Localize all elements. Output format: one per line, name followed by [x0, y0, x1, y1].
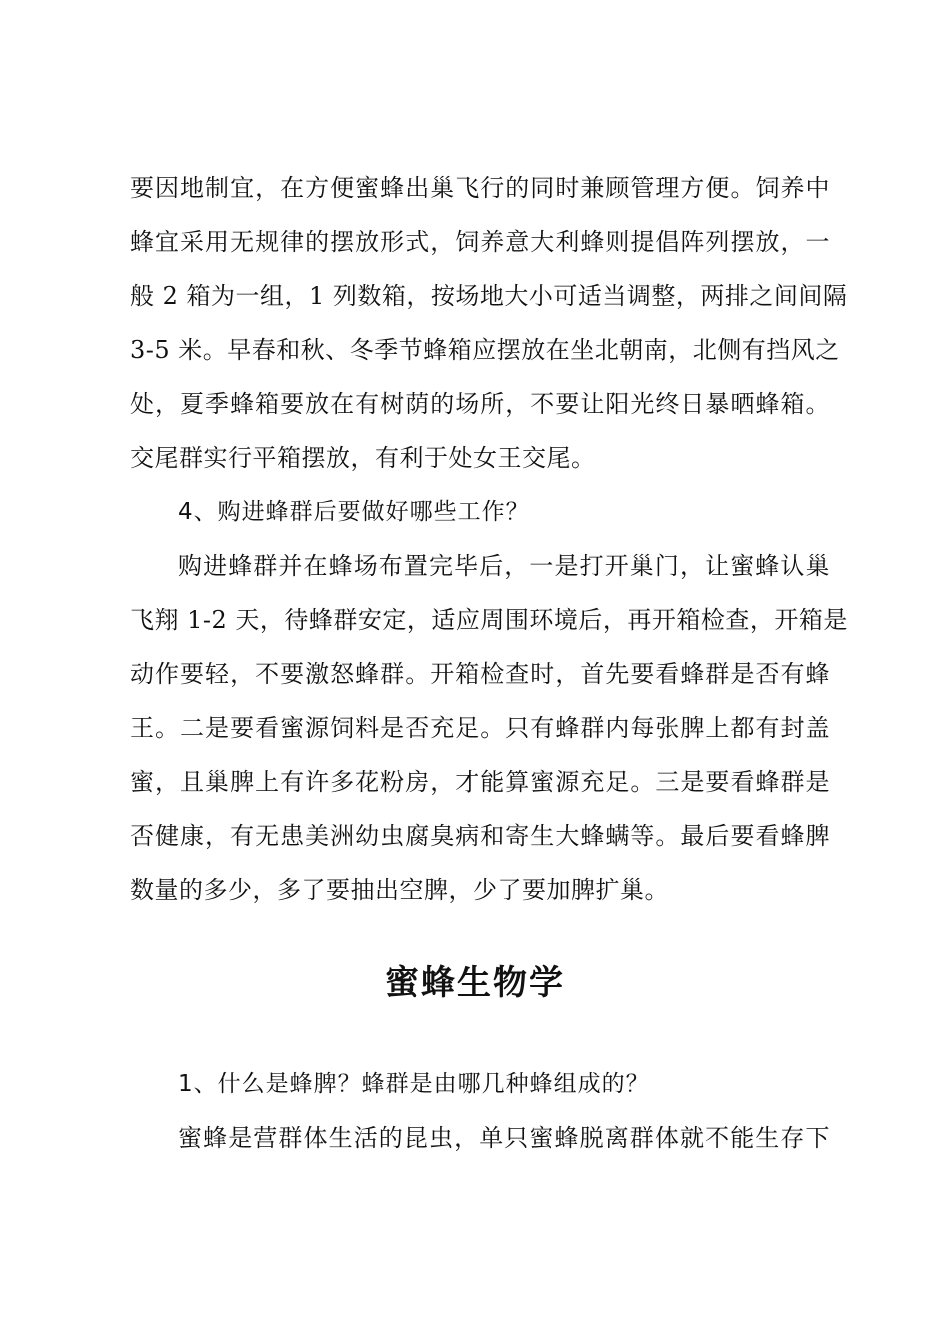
paragraph-line: 数量的多少，多了要抽出空脾，少了要加脾扩巢。 [130, 876, 669, 904]
paragraph-line: 购进蜂群并在蜂场布置完毕后，一是打开巢门，让蜜蜂认巢 [178, 552, 830, 580]
paragraph-line: 王。二是要看蜜源饲料是否充足。只有蜂群内每张脾上都有封盖 [130, 714, 830, 742]
paragraph-line: 蜂宜采用无规律的摆放形式，饲养意大利蜂则提倡阵列摆放，一 [130, 228, 830, 256]
paragraph-line: 否健康，有无患美洲幼虫腐臭病和寄生大蜂螨等。最后要看蜂脾 [130, 822, 830, 850]
section-title: 蜜蜂生物学 [385, 963, 565, 1003]
question-heading-4: 4、购进蜂群后要做好哪些工作？ [178, 499, 530, 525]
paragraph-line: 要因地制宜，在方便蜜蜂出巢飞行的同时兼顾管理方便。饲养中 [130, 174, 830, 202]
paragraph-line: 交尾群实行平箱摆放，有利于处女王交尾。 [130, 444, 596, 472]
paragraph-line: 处，夏季蜂箱要放在有树荫的场所，不要让阳光终日暴晒蜂箱。 [130, 390, 830, 418]
paragraph-line: 般 2 箱为一组，1 列数箱，按场地大小可适当调整，两排之间间隔 [130, 282, 848, 310]
paragraph-line: 3-5 米。早春和秋、冬季节蜂箱应摆放在坐北朝南，北侧有挡风之 [130, 336, 840, 364]
paragraph-line: 飞翔 1-2 天，待蜂群安定，适应周围环境后，再开箱检查，开箱是 [130, 606, 848, 634]
paragraph-line: 蜜，且巢脾上有许多花粉房，才能算蜜源充足。三是要看蜂群是 [130, 768, 830, 796]
paragraph-line: 动作要轻，不要激怒蜂群。开箱检查时，首先要看蜂群是否有蜂 [130, 660, 830, 688]
question-heading-1: 1、什么是蜂脾？蜂群是由哪几种蜂组成的？ [178, 1071, 650, 1097]
paragraph-line: 蜜蜂是营群体生活的昆虫，单只蜜蜂脱离群体就不能生存下 [178, 1124, 830, 1152]
